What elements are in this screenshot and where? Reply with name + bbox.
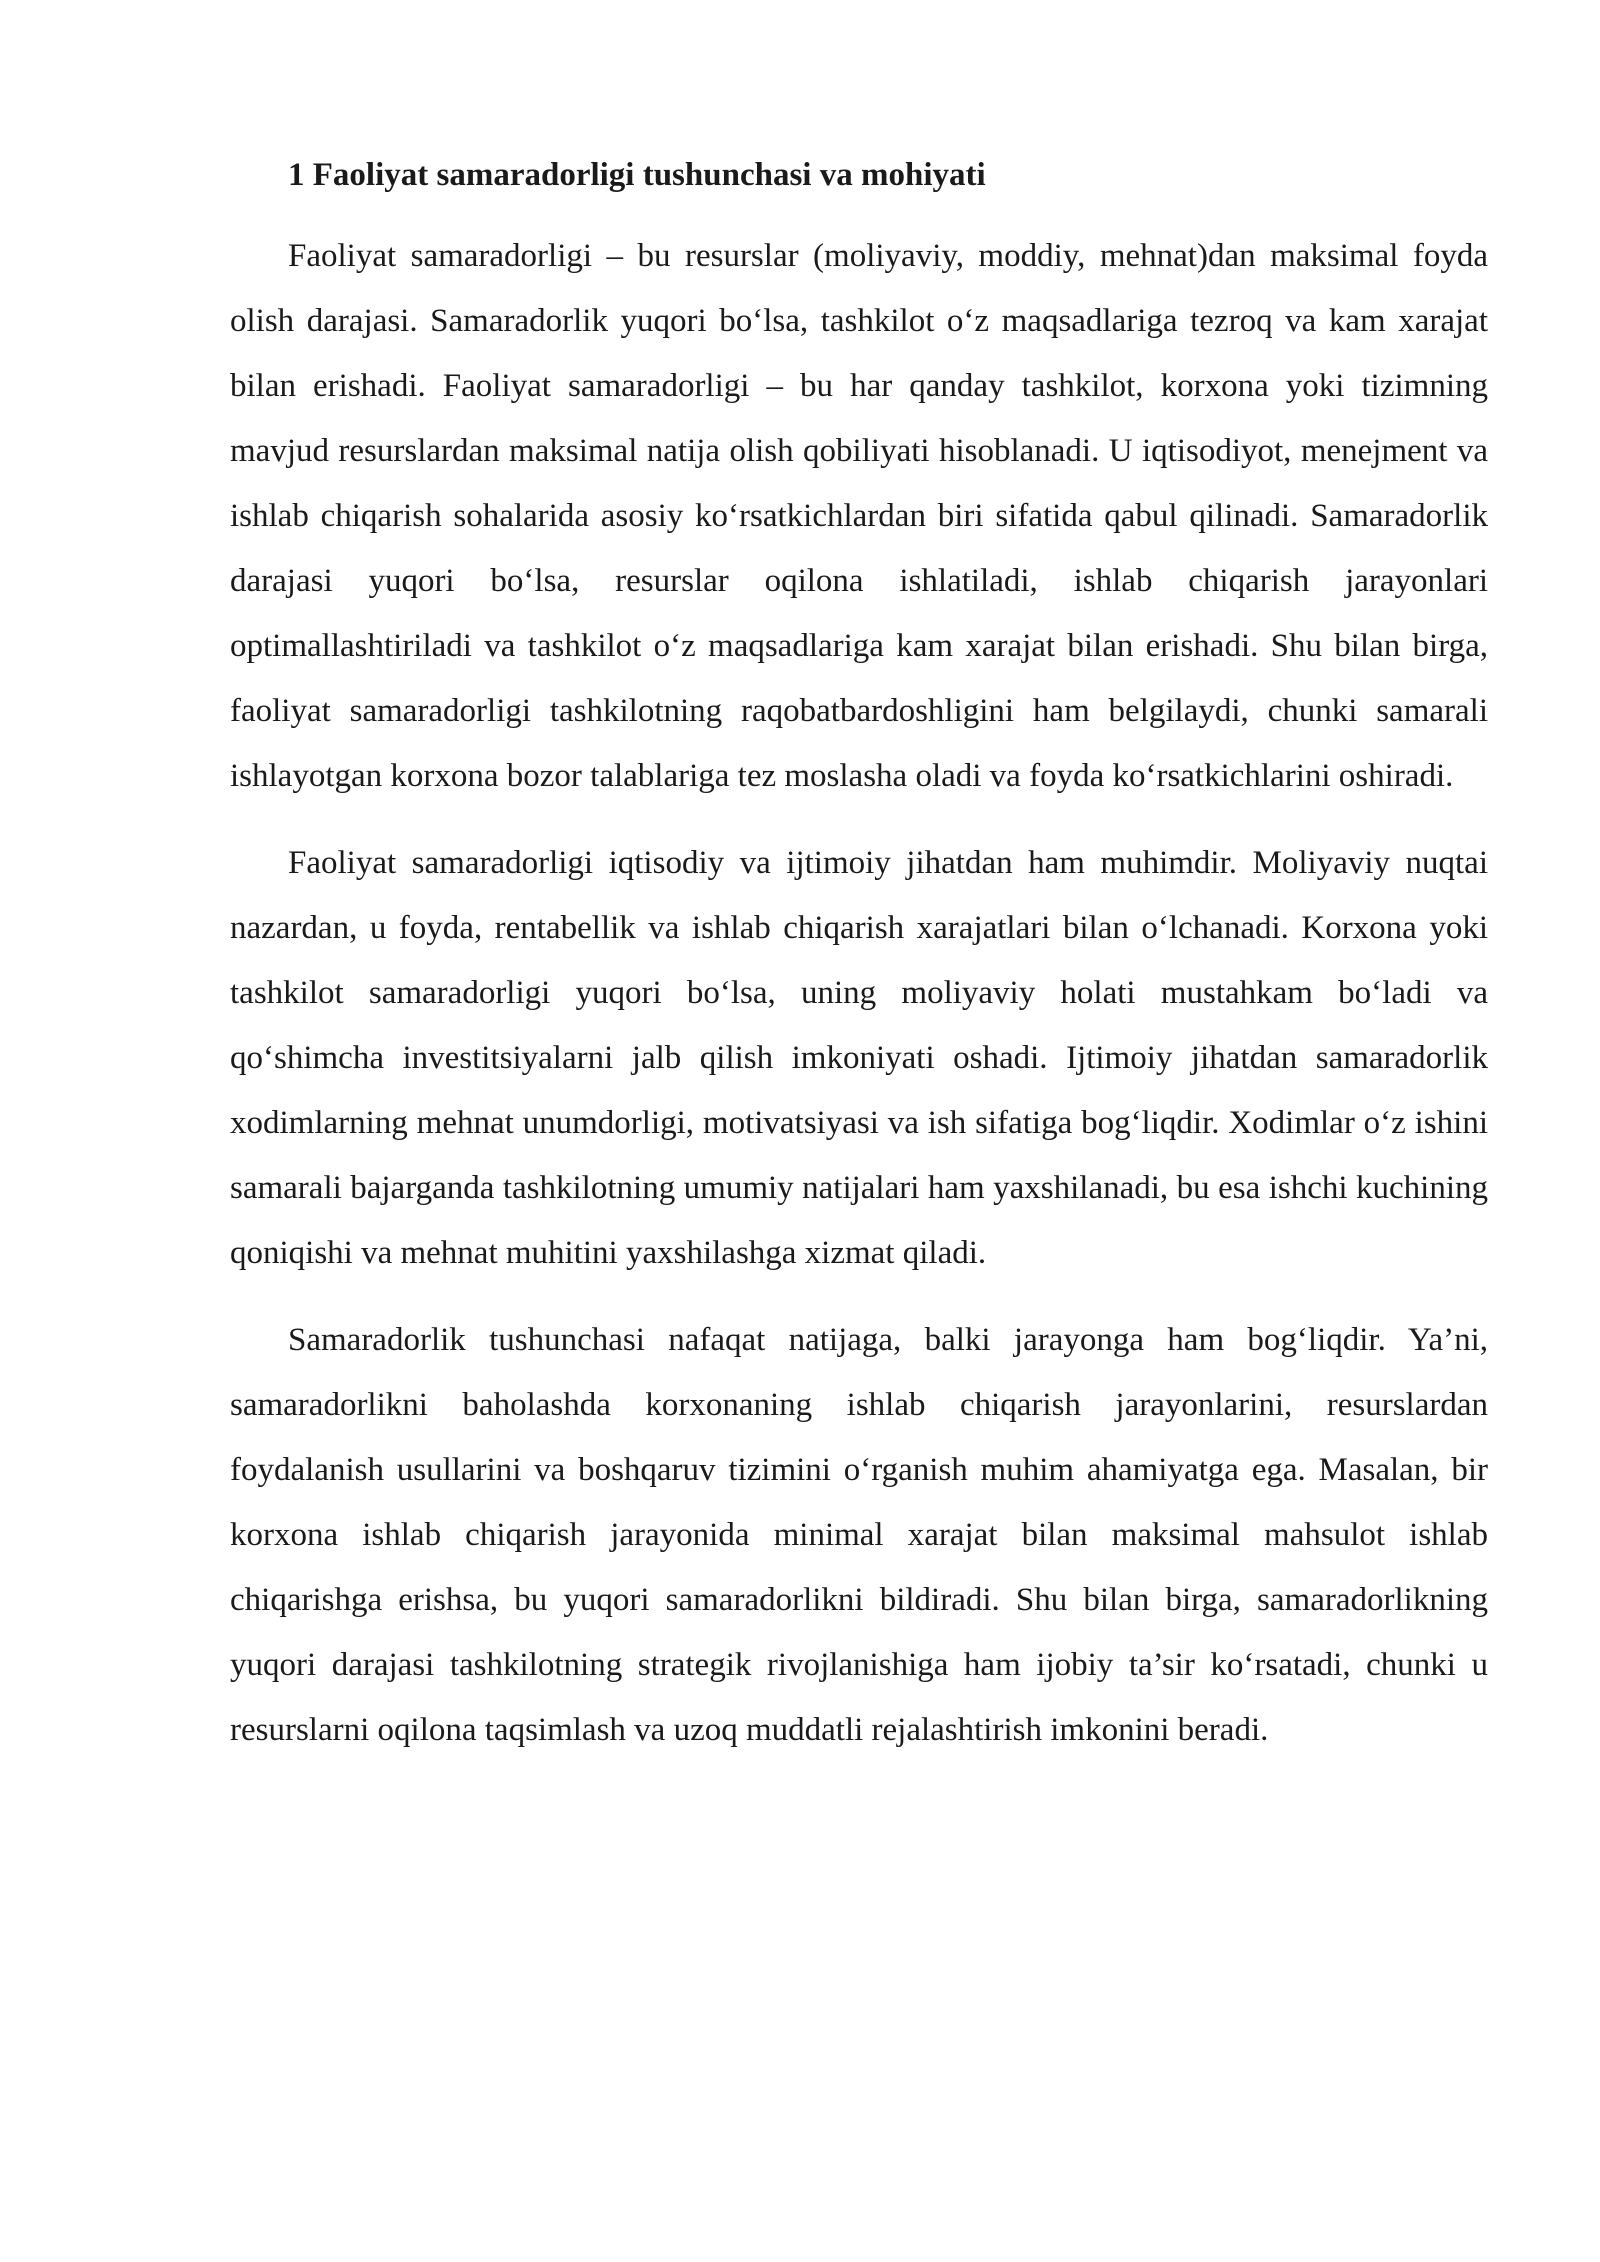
- paragraph-3: Samaradorlik tushunchasi nafaqat natijaga, balki jarayonga ham bog‘liqdir. Ya’ni, samaradorlikni baholashda korxonaning ishlab chiqarish jarayonlarini, resurslardan foydalanish usullarini va boshqaruv tizimini o‘rganish muhim ahamiyatga ega. Masalan, bir korxona ishlab chiqarish jarayonida minimal xarajat bilan maksimal mahsulot ishlab chiqarishga erishsa, bu yuqori samaradorlikni bildiradi. Shu bilan birga, samaradorlikning yuqori darajasi tashkilotning strategik rivojlanishiga ham ijobiy ta’sir ko‘rsatadi, chunki u resurslarni oqilona taqsimlash va uzoq muddatli rejalashtirish imkonini beradi.: [230, 1322, 1488, 1748]
- paragraph-1: Faoliyat samaradorligi – bu resurslar (moliyaviy, moddiy, mehnat)dan maksimal foyda olish darajasi. Samaradorlik yuqori bo‘lsa, tashkilot o‘z maqsadlariga tezroq va kam xarajat bilan erishadi. Faoliyat samaradorligi – bu har qanday tashkilot, korxona yoki tizimning mavjud resurslardan maksimal natija olish qobiliyati hisoblanadi. U iqtisodiyot, menejment va ishlab chiqarish sohalarida asosiy ko‘rsatkichlardan biri sifatida qabul qilinadi. Samaradorlik darajasi yuqori bo‘lsa, resurslar oqilona ishlatiladi, ishlab chiqarish jarayonlari optimallashtiriladi va tashkilot o‘z maqsadlariga kam xarajat bilan erishadi. Shu bilan birga, faoliyat samaradorligi tashkilotning raqobatbardoshligini ham belgilaydi, chunki samarali ishlayotgan korxona bozor talablariga tez moslasha oladi va foyda ko‘rsatkichlarini oshiradi.: [230, 238, 1488, 794]
- paragraph-2: Faoliyat samaradorligi iqtisodiy va ijtimoiy jihatdan ham muhimdir. Moliyaviy nuqtai nazardan, u foyda, rentabellik va ishlab chiqarish xarajatlari bilan o‘lchanadi. Korxona yoki tashkilot samaradorligi yuqori bo‘lsa, uning moliyaviy holati mustahkam bo‘ladi va qo‘shimcha investitsiyalarni jalb qilish imkoniyati oshadi. Ijtimoiy jihatdan samaradorlik xodimlarning mehnat unumdorligi, motivatsiyasi va ish sifatiga bog‘liqdir. Xodimlar o‘z ishini samarali bajarganda tashkilotning umumiy natijalari ham yaxshilanadi, bu esa ishchi kuchining qoniqishi va mehnat muhitini yaxshilashga xizmat qiladi.: [230, 845, 1488, 1271]
- document-body: [230, 148, 1488, 1785]
- section-heading: 1 Faoliyat samaradorligi tushunchasi va mohiyati: [288, 157, 986, 193]
